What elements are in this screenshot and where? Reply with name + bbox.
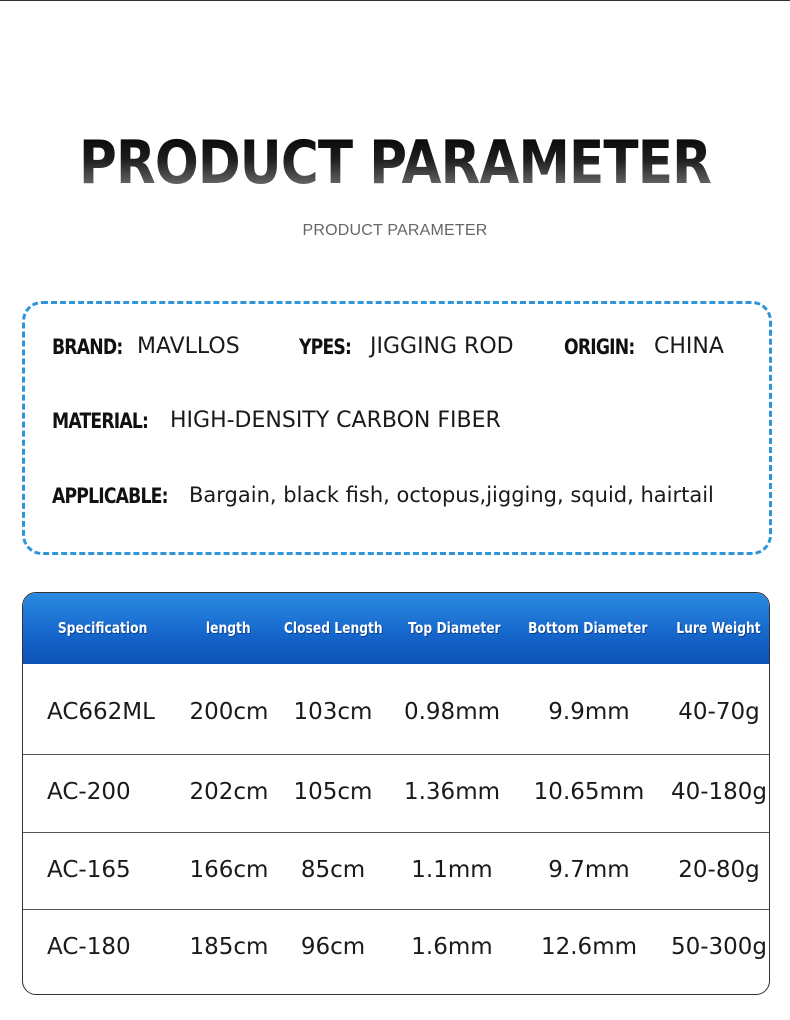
cell-lure-weight: 40-70g [678, 699, 760, 725]
cell-specification: AC-180 [47, 934, 131, 960]
types-value: JIGGING ROD [370, 334, 514, 359]
origin-value: CHINA [654, 334, 724, 359]
cell-lure-weight: 40-180g [670, 779, 768, 805]
col-header-specification: Specification [58, 619, 148, 637]
brand-label: BRAND: [52, 335, 123, 359]
top-divider [0, 0, 790, 1]
cell-bottom-diameter: 12.6mm [540, 934, 638, 960]
table-header [23, 593, 769, 664]
cell-bottom-diameter: 10.65mm [533, 779, 645, 805]
col-header-lure-weight: Lure Weight [675, 619, 761, 637]
page-title: PRODUCT PARAMETER [55, 128, 734, 198]
cell-top-diameter: 1.1mm [411, 857, 493, 883]
material-value: HIGH-DENSITY CARBON FIBER [170, 408, 501, 433]
info-row-material [52, 407, 772, 439]
cell-top-diameter: 1.36mm [403, 779, 501, 805]
material-label: MATERIAL: [52, 409, 149, 433]
table-row [23, 664, 769, 755]
cell-length: 202cm [189, 779, 269, 805]
col-header-length: length [205, 619, 251, 637]
spec-table [22, 592, 770, 995]
col-header-bottom-diameter: Bottom Diameter [528, 619, 648, 637]
info-row-applicable [52, 482, 772, 514]
col-header-top-diameter: Top Diameter [408, 619, 501, 637]
cell-closed-length: 85cm [300, 857, 366, 883]
brand-value: MAVLLOS [137, 334, 240, 359]
applicable-value: Bargain, black fish, octopus,jigging, squid, hairtail [189, 483, 714, 507]
info-row-brand [52, 333, 772, 365]
cell-length: 166cm [189, 857, 269, 883]
cell-lure-weight: 20-80g [678, 857, 760, 883]
origin-label: ORIGIN: [564, 335, 635, 359]
cell-closed-length: 103cm [293, 699, 373, 725]
cell-top-diameter: 1.6mm [411, 934, 493, 960]
cell-length: 185cm [189, 934, 269, 960]
cell-specification: AC-200 [47, 779, 131, 805]
table-row [23, 910, 769, 994]
cell-specification: AC662ML [47, 699, 155, 725]
table-row [23, 833, 769, 910]
cell-closed-length: 96cm [300, 934, 366, 960]
cell-bottom-diameter: 9.7mm [548, 857, 630, 883]
cell-top-diameter: 0.98mm [403, 699, 501, 725]
cell-specification: AC-165 [47, 857, 131, 883]
page-subtitle: PRODUCT PARAMETER [302, 222, 488, 239]
cell-length: 200cm [189, 699, 269, 725]
table-row [23, 755, 769, 833]
col-header-closed-length: Closed Length [283, 619, 383, 637]
cell-closed-length: 105cm [293, 779, 373, 805]
applicable-label: APPLICABLE: [52, 484, 168, 508]
types-label: YPES: [299, 335, 352, 359]
cell-bottom-diameter: 9.9mm [548, 699, 630, 725]
cell-lure-weight: 50-300g [670, 934, 768, 960]
